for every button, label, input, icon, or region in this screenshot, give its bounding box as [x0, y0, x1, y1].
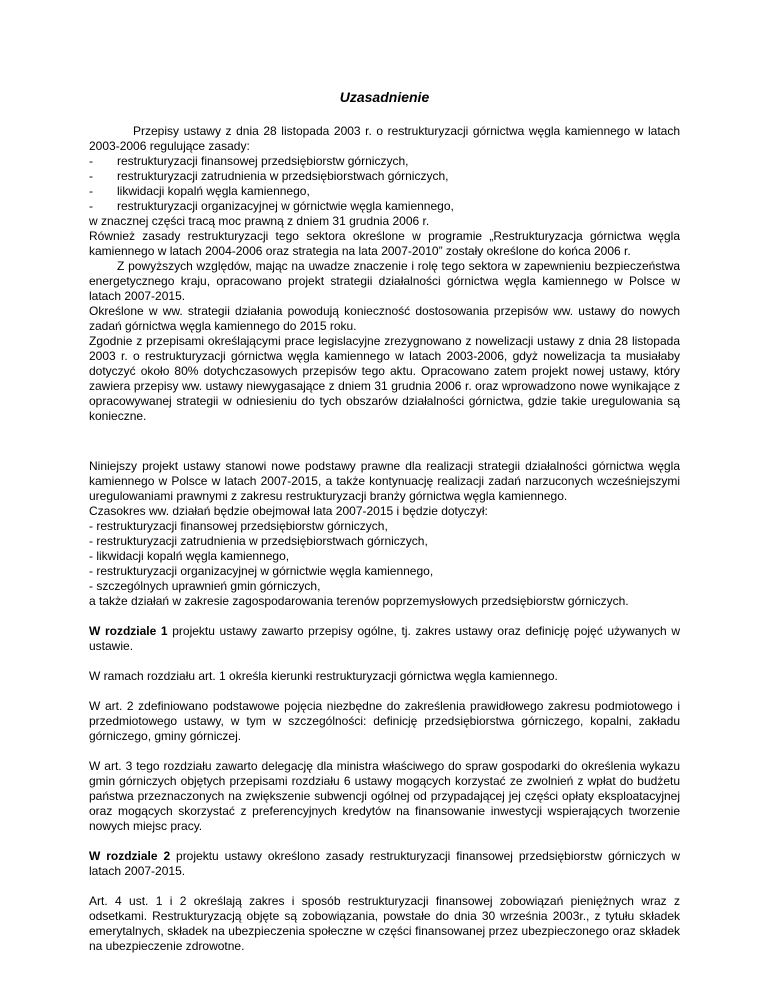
- document-title: [89, 88, 680, 106]
- project-list-item: - restrukturyzacji organizacyjnej w górnictwie węgla kamiennego,: [89, 564, 434, 578]
- project-list-item: - restrukturyzacji zatrudnienia w przedsiębiorstwach górniczych,: [89, 534, 428, 548]
- project-paragraph-2: Czasokres ww. działań będzie obejmował lata 2007-2015 i będzie dotyczył:: [89, 504, 488, 518]
- chapter1-paragraph-2: W ramach rozdziału art. 1 określa kierunki restrukturyzacji górnictwa węgla kamiennego.: [89, 669, 558, 683]
- chapter2-paragraph-1: [89, 849, 680, 879]
- intro-paragraph-4: Z powyższych względów, mając na uwadze znaczenie i rolę tego sektora w zapewnieniu bezpieczeństwa energetycznego kraju, opracowano projekt strategii działalności górnictwa węgla kamiennego w Polsce w latach 2007-2015.: [89, 259, 680, 303]
- chapter2-intro-text: projektu ustawy określono zasady restrukturyzacji finansowej przedsiębiorstw górniczych w latach 2007-2015.: [89, 849, 680, 878]
- project-list-item: - likwidacji kopalń węgla kamiennego,: [89, 549, 290, 563]
- project-paragraph-3: a także działań w zakresie zagospodarowania terenów poprzemysłowych przedsiębiorstw górniczych.: [89, 594, 629, 608]
- project-paragraph-1: Niniejszy projekt ustawy stanowi nowe podstawy prawne dla realizacji strategii działalności górnictwa węgla kamiennego w Polsce w latach 2007-2015, a także kontynuację realizacji zadań narzuconych wcześniejszymi uregulowaniami prawnymi z zakresu restrukturyzacji branży górnictwa węgla kamiennego.: [89, 459, 680, 503]
- project-list-item: - restrukturyzacji finansowej przedsiębiorstw górniczych,: [89, 519, 388, 533]
- section-spacer: [89, 424, 680, 459]
- chapter2-paragraph-2: Art. 4 ust. 1 i 2 określają zakres i sposób restrukturyzacji finansowej zobowiązań pieniężnych wraz z odsetkami. Restrukturyzacją objęte są zobowiązania, powstałe do dnia 30 września 2003r., z tytułu składek emerytalnych, składek na ubezpieczenia społeczne w części finansowanej przez ubezpieczonego oraz składek na ubezpieczenie zdrowotne.: [89, 894, 680, 953]
- chapter1-paragraph-4: W art. 3 tego rozdziału zawarto delegację dla ministra właściwego do spraw gospodarki do określenia wykazu gmin górniczych objętych przepisami rozdziału 6 ustawy mogących korzystać ze zwolnień z wpłat do budżetu państwa przeznaczonych na zwiększenie subwencji ogólnej od przypadającej jej części opłaty eksploatacyjnej oraz mogących skorzystać z preferencyjnych kredytów na finansowanie inwestycji wspierających tworzenie nowych miejsc pracy.: [89, 759, 680, 833]
- intro-paragraph-3: Również zasady restrukturyzacji tego sektora określone w programie „Restrukturyzacja górnictwa węgla kamiennego w latach 2004-2006 oraz strategia na lata 2007-2010” zostały określone do końca 2006 r.: [89, 229, 680, 258]
- section-spacer: [89, 654, 680, 669]
- section-spacer: [89, 744, 680, 759]
- intro-list-item: [89, 199, 680, 214]
- chapter1-label: W rozdziale 1: [89, 624, 168, 638]
- list-dash: -: [89, 199, 93, 213]
- section-spacer: [89, 609, 680, 624]
- intro-list-item: [89, 154, 680, 169]
- chapter2-label: W rozdziale 2: [89, 849, 171, 863]
- document-body: [89, 88, 680, 954]
- list-dash: -: [89, 184, 93, 198]
- intro-paragraph-2: w znacznej części tracą moc prawną z dniem 31 grudnia 2006 r.: [89, 214, 430, 228]
- section-spacer: [89, 879, 680, 894]
- section-spacer: [89, 834, 680, 849]
- chapter1-paragraph-1: [89, 624, 680, 654]
- intro-list-item-text: restrukturyzacji finansowej przedsiębiorstw górniczych,: [117, 154, 409, 168]
- document-title-text: Uzasadnienie: [339, 89, 430, 105]
- section-spacer: [89, 684, 680, 699]
- intro-paragraph-6: Zgodnie z przepisami określającymi prace legislacyjne zrezygnowano z nowelizacji ustawy z dnia 28 listopada 2003 r. o restrukturyzacji górnictwa węgla kamiennego w latach 2003-2006, gdyż nowelizacja ta musiałaby dotyczyć około 80% dotychczasowych przepisów tego aktu. Opracowano zatem projekt nowej ustawy, który zawiera przepisy ww. ustawy niewygasające z dniem 31 grudnia 2006 r. oraz wprowadzono nowe wynikające z opracowywanej strategii w odniesieniu do tych obszarów działalności górnictwa, gdzie takie uregulowania są konieczne.: [89, 334, 680, 423]
- intro-list-item-text: restrukturyzacji zatrudnienia w przedsiębiorstwach górniczych,: [117, 169, 449, 183]
- list-dash: -: [89, 169, 93, 183]
- project-list-item: - szczególnych uprawnień gmin górniczych,: [89, 579, 321, 593]
- intro-paragraph-5: Określone w ww. strategii działania powodują konieczność dostosowania przepisów ww. ustawy do nowych zadań górnictwa węgla kamiennego do 2015 roku.: [89, 304, 680, 333]
- list-dash: -: [89, 154, 93, 168]
- chapter1-intro-text: projektu ustawy zawarto przepisy ogólne, tj. zakres ustawy oraz definicję pojęć używanych w ustawie.: [89, 624, 681, 653]
- intro-list-item-text: restrukturyzacji organizacyjnej w górnictwie węgla kamiennego,: [117, 199, 454, 213]
- intro-paragraph-1: Przepisy ustawy z dnia 28 listopada 2003 r. o restrukturyzacji górnictwa węgla kamiennego w latach 2003-2006 regulujące zasady:: [89, 124, 680, 153]
- intro-list-item: [89, 169, 680, 184]
- intro-list-item: [89, 184, 680, 199]
- chapter1-paragraph-3: W art. 2 zdefiniowano podstawowe pojęcia niezbędne do zakreślenia prawidłowego zakresu podmiotowego i przedmiotowego ustawy, w tym w szczególności: definicję przedsiębiorstwa górniczego, kopalni, zakładu górniczego, gminy górniczej.: [89, 699, 680, 743]
- intro-list-item-text: likwidacji kopalń węgla kamiennego,: [117, 184, 310, 198]
